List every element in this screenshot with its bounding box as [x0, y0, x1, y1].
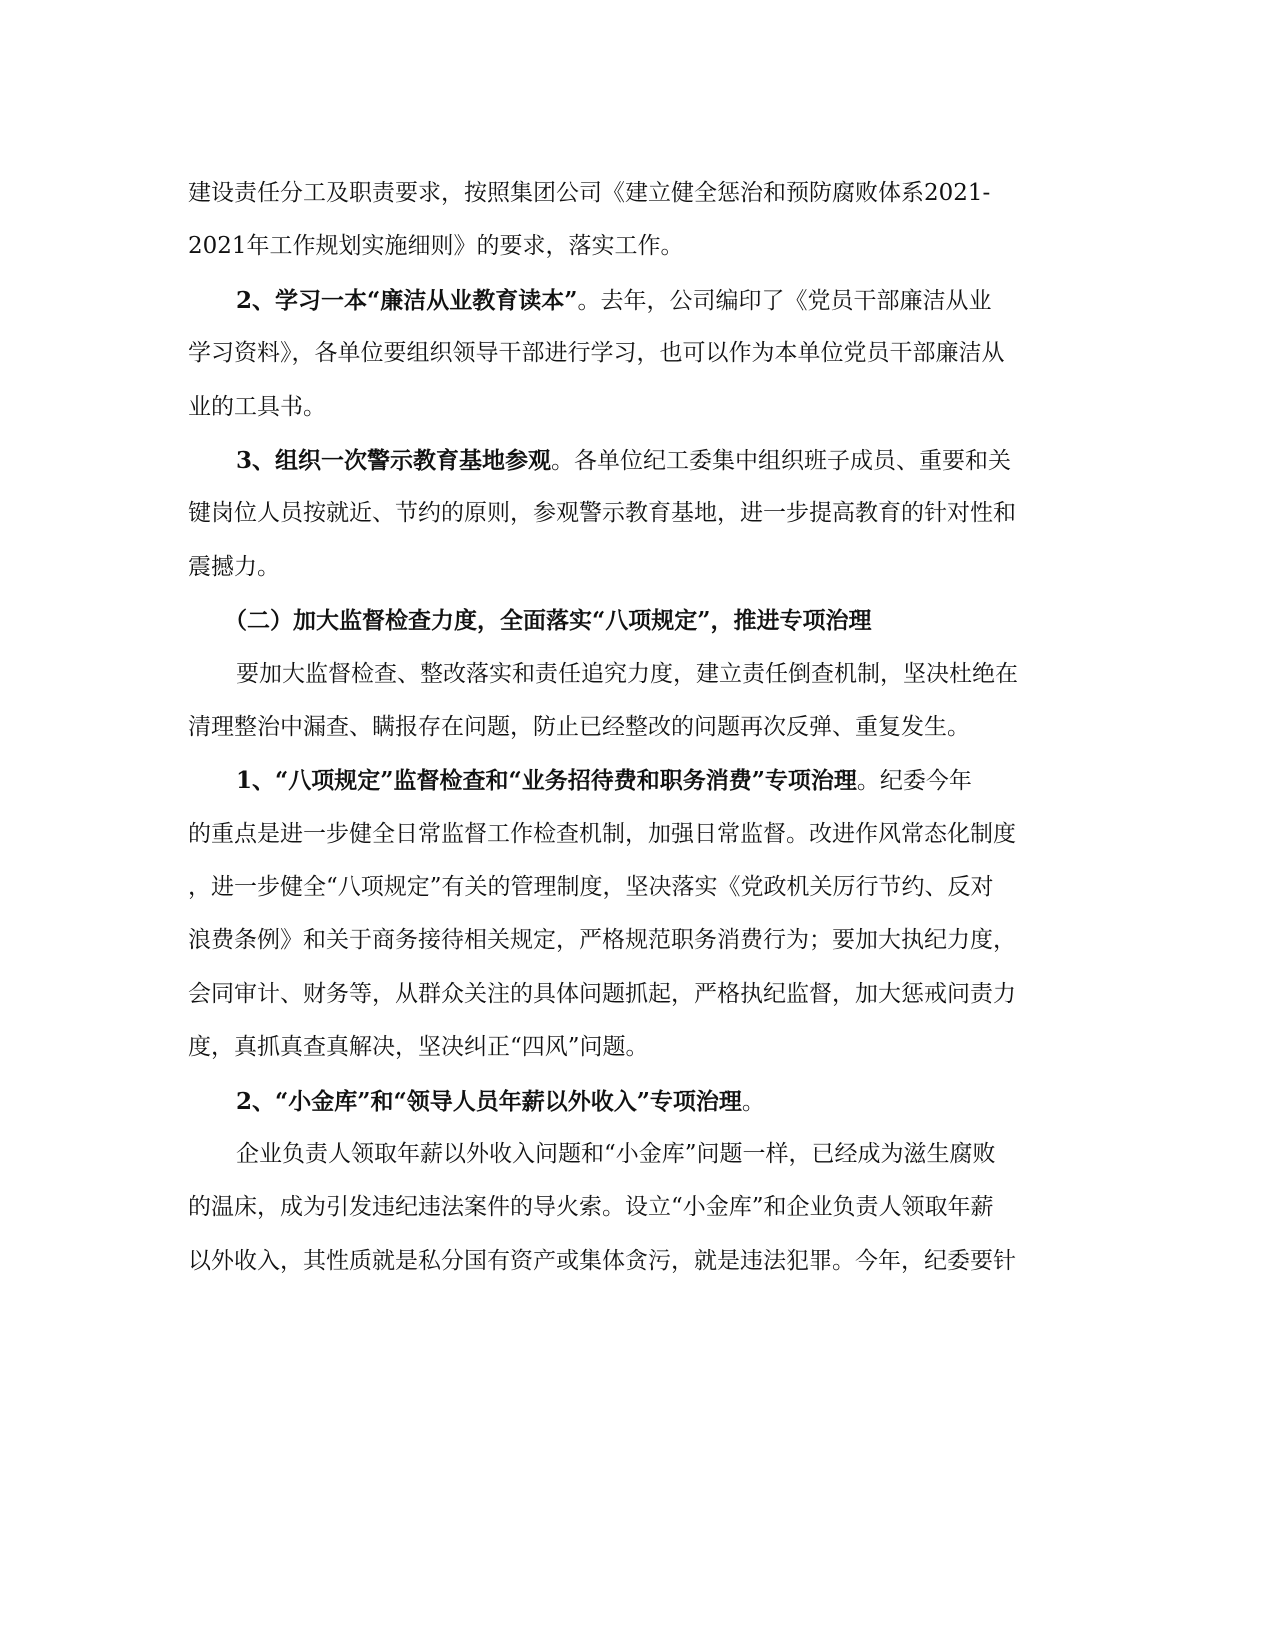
- body-line: 清理整治中漏查、瞒报存在问题，防止已经整改的问题再次反弹、重复发生。: [188, 713, 970, 740]
- body-line: 的温床，成为引发违纪违法案件的导火索。设立“小金库”和企业负责人领取年薪: [188, 1194, 994, 1221]
- list-item-title: 3、组织一次警示教育基地参观: [236, 446, 552, 474]
- list-item-title: 2、“小金库”和“领导人员年薪以外收入”专项治理: [236, 1087, 742, 1115]
- list-item-text: 。: [741, 1088, 765, 1115]
- section-heading: [188, 594, 1088, 647]
- body-line: 业的工具书。: [188, 393, 326, 420]
- body-line: 学习资料》，各单位要组织领导干部进行学习，也可以作为本单位党员干部廉洁从: [188, 340, 1005, 367]
- body-line: ，进一步健全“八项规定”有关的管理制度，坚决落实《党政机关厉行节约、反对: [188, 874, 994, 901]
- body-line: 2021年工作规划实施细则》的要求，落实工作。: [188, 233, 684, 260]
- body-line: 以外收入，其性质就是私分国有资产或集体贪污，就是违法犯罪。今年，纪委要针: [188, 1247, 1016, 1274]
- list-item-text: 。纪委今年: [856, 768, 972, 795]
- body-line: 键岗位人员按就近、节约的原则，参观警示教育基地，进一步提高教育的针对性和: [188, 500, 1016, 527]
- list-item-text: 。去年，公司编印了《党员干部廉洁从业: [577, 287, 992, 314]
- body-line: 浪费条例》和关于商务接待相关规定，严格规范职务消费行为；要加大执纪力度，: [188, 927, 1016, 954]
- paragraph-first-line: 企业负责人领取年薪以外收入问题和“小金库”问题一样，已经成为滋生腐败: [236, 1141, 996, 1168]
- body-line: 的重点是进一步健全日常监督工作检查机制，加强日常监督。改进作风常态化制度: [188, 820, 1016, 847]
- document-body: [188, 167, 1088, 1288]
- list-item-line: [188, 434, 1088, 487]
- list-item-line: [188, 274, 1088, 327]
- list-item-text: 。各单位纪工委集中组织班子成员、重要和关: [551, 447, 1012, 474]
- list-item-title: 2、学习一本“廉洁从业教育读本”: [236, 286, 578, 314]
- list-item-line: [188, 1075, 1088, 1128]
- body-line: 会同审计、财务等，从群众关注的具体问题抓起，严格执纪监督，加大惩戒问责力: [188, 980, 1016, 1007]
- list-item-line: [188, 754, 1088, 807]
- section-heading-text: （二）加大监督检查力度，全面落实“八项规定”，推进专项治理: [224, 607, 872, 635]
- body-line: 震撼力。: [188, 553, 280, 580]
- list-item-title: 1、“八项规定”监督检查和“业务招待费和职务消费”专项治理: [236, 767, 857, 795]
- body-line: 度，真抓真查真解决，坚决纠正“四风”问题。: [188, 1034, 649, 1061]
- paragraph-first-line: 要加大监督检查、整改落实和责任追究力度，建立责任倒查机制，坚决杜绝在: [236, 660, 1018, 687]
- body-line: 建设责任分工及职责要求，按照集团公司《建立健全惩治和预防腐败体系2021-: [188, 180, 991, 206]
